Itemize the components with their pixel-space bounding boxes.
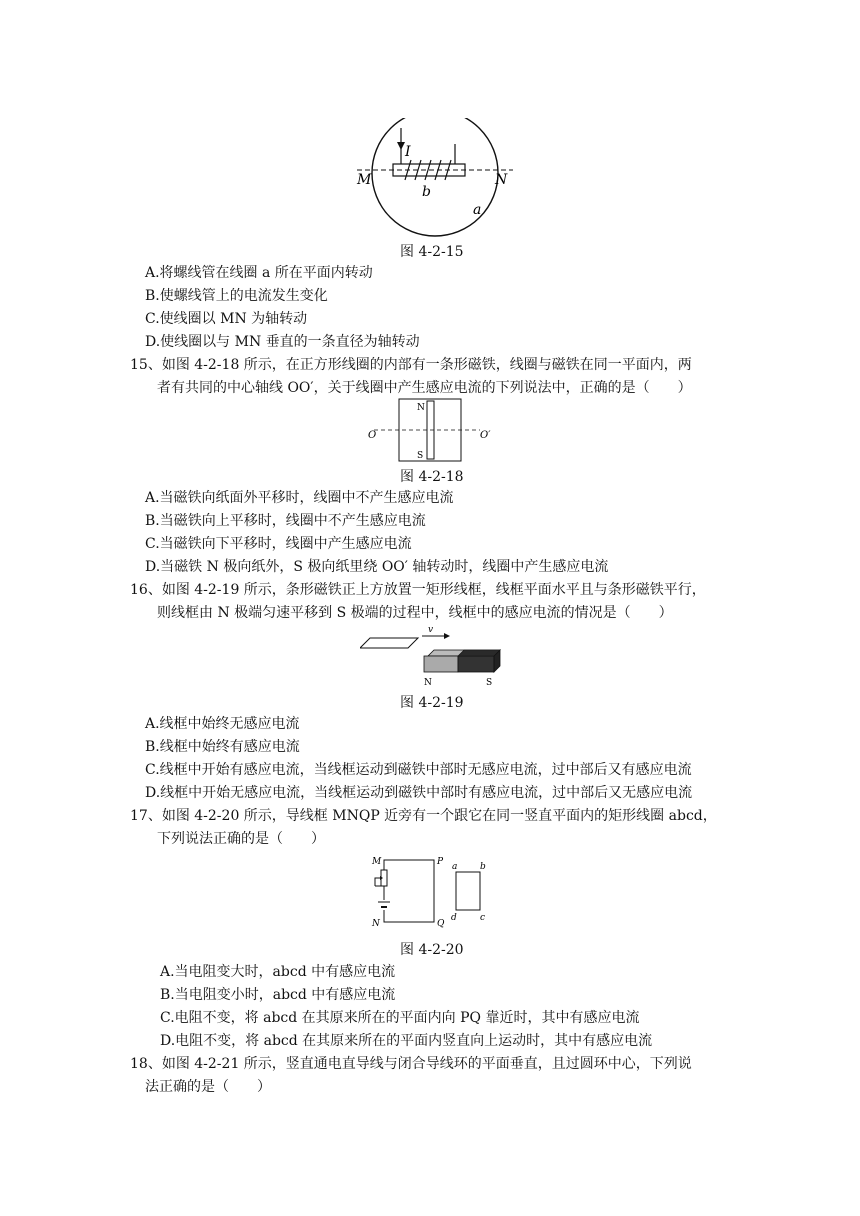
label-O-prime: O′ [480,430,491,441]
frame-mnqp [384,860,434,922]
option-c: C.电阻不变，将 abcd 在其原来所在的平面内向 PQ 靠近时，其中有感应电流 [160,1010,640,1026]
option-a: A.将螺线管在线圈 a 所在平面内转动 [145,265,373,281]
current-arrow-icon [397,142,405,150]
figure-4-2-15 [355,118,515,238]
label-c: c [480,913,486,923]
label-S: S [486,678,493,688]
question-stem: 者有共同的中心轴线 OO′，关于线圈中产生感应电流的下列说法中，正确的是（ ） [157,380,692,396]
question-stem: 17、如图 4-2-20 所示，导线框 MNQP 近旁有一个跟它在同一竖直平面内的矩形线圈 abcd， [130,808,717,824]
option-a: A.线框中始终无感应电流 [145,716,300,732]
figure-4-2-20 [370,852,500,932]
rheostat-slider [375,878,380,886]
label-v: v [428,625,434,635]
magnet-s-pole [458,656,494,672]
option-a: A.当电阻变大时，abcd 中有感应电流 [160,964,396,980]
label-d: d [451,913,457,923]
label-a: a [473,202,482,218]
label-N: N [372,919,380,929]
question-stem: 法正确的是（ ） [145,1079,271,1095]
question-stem: 下列说法正确的是（ ） [157,831,325,847]
question-stem: 则线框由 N 极端匀速平移到 S 极端的过程中，线框中的感应电流的情况是（ ） [157,605,673,621]
coil-a [372,118,498,236]
label-S: S [417,451,424,461]
option-d: D.线框中开始无感应电流，当线框运动到磁铁中部时有感应电流，过中部后又无感应电流 [145,785,693,801]
figure-caption: 图 4-2-15 [400,244,464,260]
option-c: C.线框中开始有感应电流，当线框运动到磁铁中部时无感应电流，过中部后又有感应电流 [145,762,692,778]
coil-abcd [456,872,480,910]
option-d: D.使线圈以与 MN 垂直的一条直径为轴转动 [145,334,420,350]
question-stem: 15、如图 4-2-18 所示，在正方形线圈的内部有一条形磁铁，线圈与磁铁在同一平面内，两 [130,357,692,373]
label-M: M [357,172,372,188]
label-a: a [452,862,458,872]
label-N: N [417,403,425,413]
figure-4-2-18 [366,398,496,464]
label-P: P [437,857,444,867]
option-a: A.当磁铁向纸面外平移时，线圈中不产生感应电流 [145,490,454,506]
label-b: b [480,862,486,872]
option-b: B.当磁铁向上平移时，线圈中不产生感应电流 [145,513,426,529]
solenoid-winding [405,160,451,180]
label-I: I [405,144,411,160]
label-b: b [422,184,431,200]
figure-caption: 图 4-2-19 [400,695,464,711]
option-b: B.当电阻变小时，abcd 中有感应电流 [160,987,396,1003]
label-M: M [372,857,382,867]
label-Q: Q [437,919,445,929]
option-c: C.当磁铁向下平移时，线圈中产生感应电流 [145,536,412,552]
velocity-arrow-icon [444,633,450,639]
question-stem: 16、如图 4-2-19 所示，条形磁铁正上方放置一矩形线框，线框平面水平且与条形磁铁平行， [130,582,706,598]
option-d: D.电阻不变，将 abcd 在其原来所在的平面内竖直向上运动时，其中有感应电流 [160,1033,653,1049]
option-c: C.使线圈以 MN 为轴转动 [145,311,308,327]
figure-caption: 图 4-2-18 [400,469,464,485]
question-stem: 18、如图 4-2-21 所示，竖直通电直导线与闭合导线环的平面垂直，且过圆环中心，下列说 [130,1056,692,1072]
label-O: O [368,430,377,441]
figure-4-2-19 [360,624,502,688]
label-N: N [424,678,432,688]
magnet-s-top [458,650,500,656]
label-N: N [495,172,508,188]
option-d: D.当磁铁 N 极向纸外，S 极向纸里绕 OO′ 轴转动时，线圈中产生感应电流 [145,559,609,575]
magnet-n-pole [424,656,458,672]
figure-caption: 图 4-2-20 [400,942,464,958]
option-b: B.使螺线管上的电流发生变化 [145,288,328,304]
rect-frame [360,638,418,648]
option-b: B.线框中始终有感应电流 [145,739,300,755]
